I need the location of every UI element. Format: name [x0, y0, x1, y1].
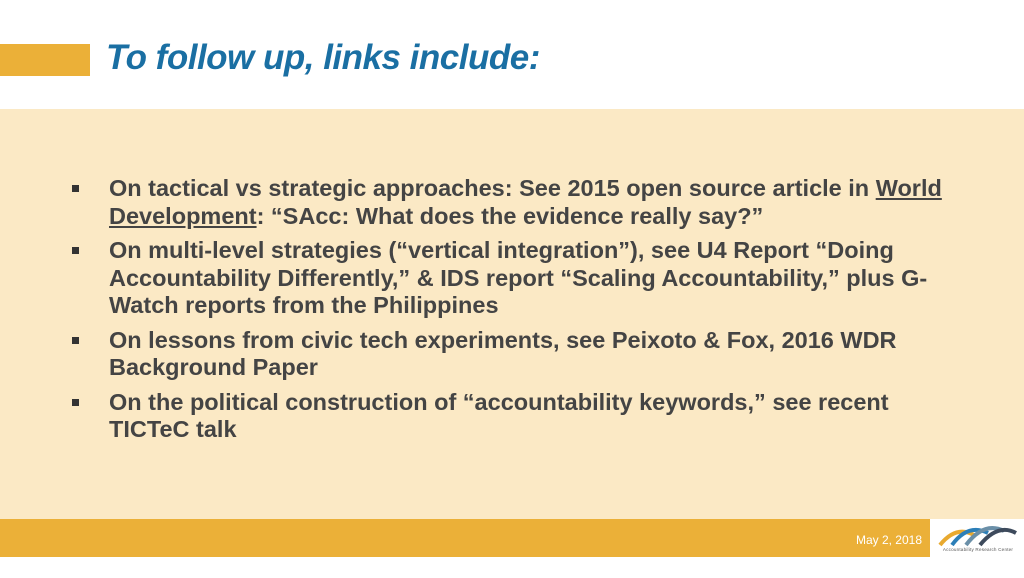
- bullet-item: [70, 175, 970, 230]
- organization-logo: [930, 519, 1024, 557]
- square-bullet-icon: [72, 337, 79, 344]
- footer-bar: [0, 519, 930, 557]
- logo-text: Accountability Research Center: [942, 547, 1014, 552]
- square-bullet-icon: [72, 399, 79, 406]
- bullet-text: On the political construction of “accountability keywords,” see recent TICTeC talk: [109, 388, 889, 442]
- world-development-link[interactable]: World Development: [109, 175, 942, 229]
- bullet-text: On lessons from civic tech experiments, see Peixoto & Fox, 2016 WDR Background Paper: [109, 326, 897, 380]
- slide-title: To follow up, links include:: [106, 38, 540, 77]
- bullet-item: [70, 237, 970, 320]
- square-bullet-icon: [72, 247, 79, 254]
- footer-date: May 2, 2018: [855, 533, 922, 547]
- bullet-item: [70, 389, 970, 444]
- square-bullet-icon: [72, 185, 79, 192]
- bullet-item: [70, 327, 970, 382]
- bullet-text: On multi-level strategies (“vertical integration”), see U4 Report “Doing Accountability Differently,” & IDS report “Scaling Accountability,” plus G-Watch reports from the Philippines: [109, 237, 928, 318]
- arc-logo-icon: [936, 521, 1018, 547]
- bullet-text: On tactical vs strategic approaches: See 2015 open source article in: [109, 175, 876, 201]
- title-accent-bar: [0, 44, 90, 76]
- bullet-text-continued: : “SAcc: What does the evidence really say?”: [256, 202, 764, 229]
- bullet-list: [70, 175, 970, 451]
